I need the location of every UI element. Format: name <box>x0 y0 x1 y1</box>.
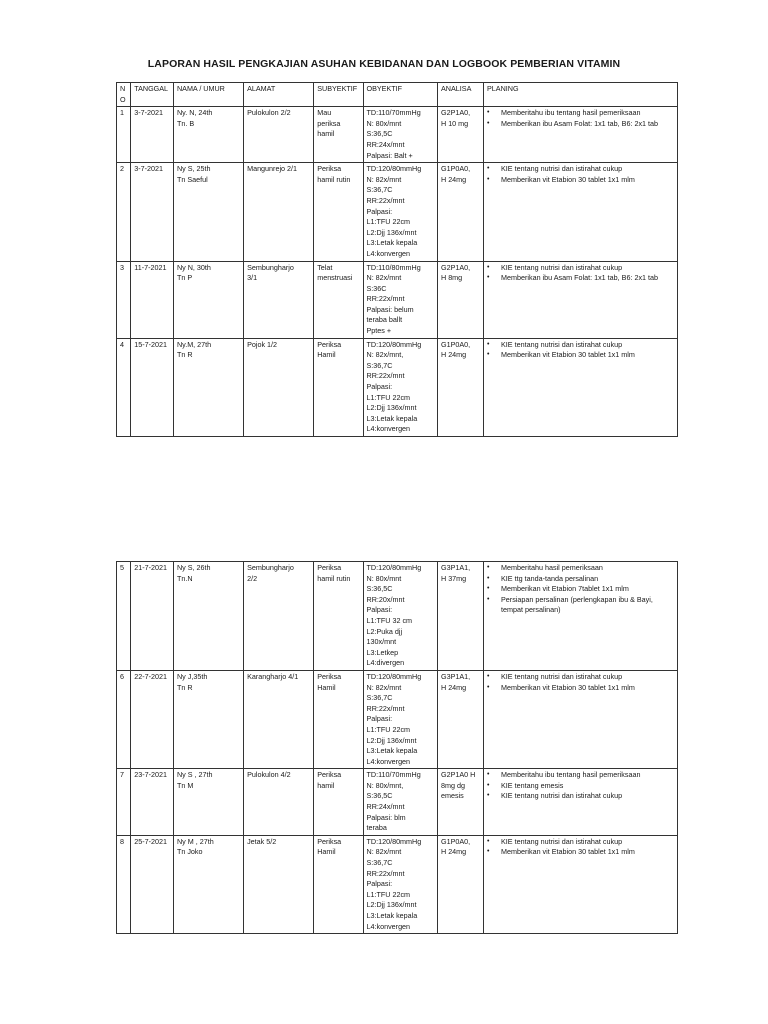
subyektif-text: Periksa Hamil <box>317 339 342 360</box>
planing-item <box>487 847 674 858</box>
no-text: 6 <box>120 671 124 681</box>
obyektif-text: TD:120/80mmHg N: 82x/mnt S:36,7C RR:22x/mnt Palpasi: L1:TFU 22cm L2:Djj 136x/mnt L3:Letak kepala L4:konvergen <box>366 836 422 931</box>
cell-subyektif <box>314 769 363 836</box>
bullet-icon: • <box>487 771 490 779</box>
nama-text: Ny M , 27th Tn Joko <box>176 836 214 857</box>
logbook-table-2 <box>116 561 678 934</box>
cell-no <box>117 107 131 163</box>
planing-text: Memberitahu hasil pemeriksaan <box>501 563 603 572</box>
cell-tanggal <box>131 670 174 768</box>
bullet-icon: • <box>487 263 490 271</box>
planing-text: Memberikan vit Etabion 30 tablet 1x1 mlm <box>501 350 635 360</box>
obyektif-text: TD:110/70mmHg N: 80x/mnt S:36,5C RR:24x/mnt Palpasi: Balt + <box>366 108 421 160</box>
cell-analisa <box>438 562 484 671</box>
cell-alamat <box>244 338 314 436</box>
cell-nama <box>173 670 243 768</box>
planing-text: KIE tentang nutrisi dan istirahat cukup <box>501 836 623 846</box>
cell-alamat <box>244 163 314 261</box>
cell-no <box>117 338 131 436</box>
cell-analisa <box>438 338 484 436</box>
alamat-text: Sembungharjo 3/1 <box>247 262 294 283</box>
cell-alamat <box>244 107 314 163</box>
cell-analisa <box>438 835 484 933</box>
planing-item <box>487 108 674 119</box>
tanggal-text: 3-7-2021 <box>134 108 164 118</box>
header-planing: PLANING <box>484 83 678 107</box>
planing-text: KIE tentang nutrisi dan istirahat cukup <box>501 262 623 272</box>
cell-subyektif <box>314 835 363 933</box>
obyektif-text: TD:120/80mmHg N: 82x/mnt S:36,7C RR:22x/mnt Palpasi: L1:TFU 22cm L2:Djj 136x/mnt L3:Letak kepala L4:konvergen <box>366 164 422 258</box>
alamat-text: Karangharjo 4/1 <box>247 671 299 681</box>
analisa-text: G1P0A0, H 24mg <box>441 339 471 360</box>
planing-item <box>487 262 674 274</box>
planing-text: Memberikan vit Etabion 30 tablet 1x1 mlm <box>501 847 635 857</box>
cell-subyektif <box>314 670 363 768</box>
cell-alamat <box>244 261 314 338</box>
table-row <box>117 562 678 671</box>
cell-planing <box>484 261 678 338</box>
cell-obyektif <box>363 670 438 768</box>
tanggal-text: 21-7-2021 <box>134 563 168 572</box>
cell-alamat <box>244 670 314 768</box>
header-obyektif: OBYEKTIF <box>363 83 438 107</box>
cell-no <box>117 163 131 261</box>
planing-item <box>487 174 674 186</box>
no-text: 7 <box>120 770 124 780</box>
header-alamat: ALAMAT <box>244 83 314 107</box>
cell-analisa <box>438 107 484 163</box>
cell-nama <box>173 261 243 338</box>
alamat-text: Sembungharjo 2/2 <box>247 563 294 583</box>
bullet-icon: • <box>487 109 490 117</box>
planing-item <box>487 164 674 175</box>
table-row <box>117 835 678 933</box>
bullet-icon: • <box>487 175 490 183</box>
planing-text: Memberikan vit Etabion 30 tablet 1x1 mlm <box>501 682 635 692</box>
cell-analisa <box>438 261 484 338</box>
cell-subyektif <box>314 562 363 671</box>
logbook-table-1 <box>116 82 678 437</box>
cell-subyektif <box>314 261 363 338</box>
cell-nama <box>173 769 243 836</box>
nama-text: Ny. N, 24th Tn. B <box>176 108 213 128</box>
cell-tanggal <box>131 107 174 163</box>
cell-obyektif <box>363 261 438 338</box>
subyektif-text: Periksa Hamil <box>317 671 342 692</box>
cell-obyektif <box>363 338 438 436</box>
cell-subyektif <box>314 338 363 436</box>
analisa-text: G1P0A0, H 24mg <box>441 164 471 184</box>
obyektif-text: TD:120/80mmHg N: 82x/mnt S:36,7C RR:22x/mnt Palpasi: L1:TFU 22cm L2:Djj 136x/mnt L3:Letak kepala L4:konvergen <box>366 671 422 766</box>
planing-list <box>487 770 674 802</box>
alamat-text: Pulokulon 4/2 <box>247 770 291 780</box>
header-analisa: ANALISA <box>438 83 484 107</box>
planing-text: Memberitahu ibu tentang hasil pemeriksaan <box>501 770 641 780</box>
table-header-row <box>117 83 678 107</box>
cell-alamat <box>244 835 314 933</box>
bullet-icon: • <box>487 340 490 348</box>
cell-analisa <box>438 163 484 261</box>
planing-text: KIE tentang nutrisi dan istirahat cukup <box>501 791 623 801</box>
planing-item <box>487 563 674 574</box>
cell-nama <box>173 338 243 436</box>
analisa-text: G2P1A0 H 8mg dg emesis <box>441 770 476 801</box>
table-row <box>117 163 678 261</box>
cell-no <box>117 562 131 671</box>
cell-obyektif <box>363 769 438 836</box>
planing-list <box>487 164 674 185</box>
cell-planing <box>484 670 678 768</box>
analisa-text: G3P1A1, H 24mg <box>441 671 471 692</box>
planing-item <box>487 273 674 284</box>
analisa-text: G2P1A0, H 10 mg <box>441 108 471 128</box>
planing-item <box>487 584 674 595</box>
cell-obyektif <box>363 562 438 671</box>
no-text: 2 <box>120 164 124 174</box>
tanggal-text: 11-7-2021 <box>134 262 167 272</box>
no-text: 8 <box>120 836 124 846</box>
tanggal-text: 3-7-2021 <box>134 164 164 174</box>
cell-no <box>117 769 131 836</box>
cell-planing <box>484 338 678 436</box>
bullet-icon: • <box>487 672 490 680</box>
planing-text: KIE tentang emesis <box>501 780 564 790</box>
bullet-icon: • <box>487 274 490 282</box>
header-subyektif: SUBYEKTIF <box>314 83 363 107</box>
tanggal-text: 25-7-2021 <box>134 836 168 846</box>
planing-text: Memberikan ibu Asam Folat: 1x1 tab, B6: 2x1 tab <box>501 118 659 128</box>
table-row <box>117 107 678 163</box>
cell-planing <box>484 163 678 261</box>
subyektif-text: Periksa hamil rutin <box>317 164 351 184</box>
no-text: 3 <box>120 262 124 272</box>
tanggal-text: 22-7-2021 <box>134 671 168 681</box>
nama-text: Ny S, 25th Tn Saeful <box>176 164 211 184</box>
bullet-icon: • <box>487 574 490 582</box>
cell-tanggal <box>131 338 174 436</box>
cell-subyektif <box>314 107 363 163</box>
bullet-icon: • <box>487 351 490 359</box>
planing-list <box>487 837 674 858</box>
cell-subyektif <box>314 163 363 261</box>
table-row <box>117 670 678 768</box>
header-no: N O <box>117 83 131 107</box>
cell-tanggal <box>131 562 174 671</box>
cell-obyektif <box>363 107 438 163</box>
planing-item <box>487 836 674 848</box>
bullet-icon: • <box>487 837 490 845</box>
obyektif-text: TD:120/80mmHg N: 82x/mnt, S:36,7C RR:22x/mnt Palpasi: L1:TFU 22cm L2:Djj 136x/mnt L3:Letak kepala L4:konvergen <box>366 339 422 434</box>
bullet-icon: • <box>487 792 490 800</box>
bullet-icon: • <box>487 119 490 127</box>
nama-text: Ny N, 30th Tn P <box>176 262 211 283</box>
planing-list <box>487 108 674 129</box>
cell-planing <box>484 107 678 163</box>
table-row <box>117 769 678 836</box>
bullet-icon: • <box>487 585 490 593</box>
no-text: 4 <box>120 339 124 349</box>
bullet-icon: • <box>487 683 490 691</box>
header-nama: NAMA / UMUR <box>173 83 243 107</box>
planing-text: KIE ttg tanda-tanda persalinan <box>501 573 599 583</box>
planing-item <box>487 671 674 683</box>
planing-item <box>487 339 674 351</box>
analisa-text: G1P0A0, H 24mg <box>441 836 471 857</box>
nama-text: Ny S , 27th Tn M <box>176 770 213 790</box>
cell-obyektif <box>363 835 438 933</box>
table-row <box>117 338 678 436</box>
cell-tanggal <box>131 835 174 933</box>
tanggal-text: 15-7-2021 <box>134 339 168 349</box>
nama-text: Ny J,35th Tn R <box>176 671 208 692</box>
cell-no <box>117 835 131 933</box>
obyektif-text: TD:110/70mmHg N: 80x/mnt, S:36,5C RR:24x/mnt Palpasi: blm teraba <box>366 770 421 833</box>
bullet-icon: • <box>487 595 490 603</box>
alamat-text: Pojok 1/2 <box>247 339 278 349</box>
cell-analisa <box>438 769 484 836</box>
cell-nama <box>173 163 243 261</box>
alamat-text: Pulokulon 2/2 <box>247 108 291 118</box>
subyektif-text: Periksa hamil rutin <box>317 563 351 583</box>
obyektif-text: TD:120/80mmHg N: 80x/mnt S:36,5C RR:20x/mnt Palpasi: L1:TFU 32 cm L2:Puka djj 130x/mnt L3:Letkep L4:divergen <box>366 563 422 668</box>
planing-text: KIE tentang nutrisi dan istirahat cukup <box>501 164 623 174</box>
planing-text: Persiapan persalinan (perlengkapan ibu & Bayi, tempat persalinan) <box>501 594 653 615</box>
cell-no <box>117 261 131 338</box>
planing-item <box>487 791 674 802</box>
subyektif-text: Mau periksa hamil <box>317 108 341 139</box>
alamat-text: Jetak 5/2 <box>247 836 277 846</box>
cell-tanggal <box>131 769 174 836</box>
alamat-text: Mangunrejo 2/1 <box>247 164 298 174</box>
nama-text: Ny S, 26th Tn.N <box>176 563 211 583</box>
cell-alamat <box>244 562 314 671</box>
planing-item <box>487 682 674 694</box>
nama-text: Ny.M, 27th Tn R <box>176 339 212 360</box>
cell-analisa <box>438 670 484 768</box>
no-text: 1 <box>120 108 124 118</box>
cell-planing <box>484 835 678 933</box>
cell-alamat <box>244 769 314 836</box>
cell-nama <box>173 835 243 933</box>
tanggal-text: 23-7-2021 <box>134 770 168 780</box>
header-tanggal: TANGGAL <box>131 83 174 107</box>
cell-planing <box>484 562 678 671</box>
planing-text: KIE tentang nutrisi dan istirahat cukup <box>501 339 623 349</box>
cell-planing <box>484 769 678 836</box>
planing-text: Memberikan vit Etabion 7tablet 1x1 mlm <box>501 584 629 594</box>
cell-obyektif <box>363 163 438 261</box>
page-title: LAPORAN HASIL PENGKAJIAN ASUHAN KEBIDANAN DAN LOGBOOK PEMBERIAN VITAMIN <box>147 58 621 70</box>
cell-nama <box>173 562 243 671</box>
planing-item <box>487 770 674 781</box>
cell-tanggal <box>131 163 174 261</box>
planing-text: KIE tentang nutrisi dan istirahat cukup <box>501 671 623 681</box>
cell-nama <box>173 107 243 163</box>
analisa-text: G2P1A0, H 8mg <box>441 262 471 283</box>
planing-list <box>487 563 674 616</box>
cell-tanggal <box>131 261 174 338</box>
bullet-icon: • <box>487 781 490 789</box>
planing-item <box>487 350 674 361</box>
subyektif-text: Periksa Hamil <box>317 836 342 857</box>
planing-item <box>487 594 674 616</box>
cell-no <box>117 670 131 768</box>
planing-text: Memberitahu ibu tentang hasil pemeriksaan <box>501 108 641 118</box>
planing-item <box>487 118 674 130</box>
planing-text: Memberikan ibu Asam Folat: 1x1 tab, B6: 2x1 tab <box>501 273 659 283</box>
bullet-icon: • <box>487 848 490 856</box>
planing-item <box>487 780 674 792</box>
planing-text: Memberikan vit Etabion 30 tablet 1x1 mlm <box>501 174 635 184</box>
analisa-text: G3P1A1, H 37mg <box>441 563 471 583</box>
planing-item <box>487 573 674 585</box>
planing-list <box>487 263 674 284</box>
planing-list <box>487 672 674 693</box>
planing-list <box>487 340 674 361</box>
table-row <box>117 261 678 338</box>
bullet-icon: • <box>487 165 490 173</box>
subyektif-text: Periksa hamil <box>317 770 342 790</box>
subyektif-text: Telat menstruasi <box>317 262 353 283</box>
bullet-icon: • <box>487 564 490 571</box>
no-text: 5 <box>120 563 124 572</box>
obyektif-text: TD:110/80mmHg N: 82x/mnt S:36C RR:22x/mnt Palpasi: belum teraba ballt Pptes + <box>366 262 421 336</box>
